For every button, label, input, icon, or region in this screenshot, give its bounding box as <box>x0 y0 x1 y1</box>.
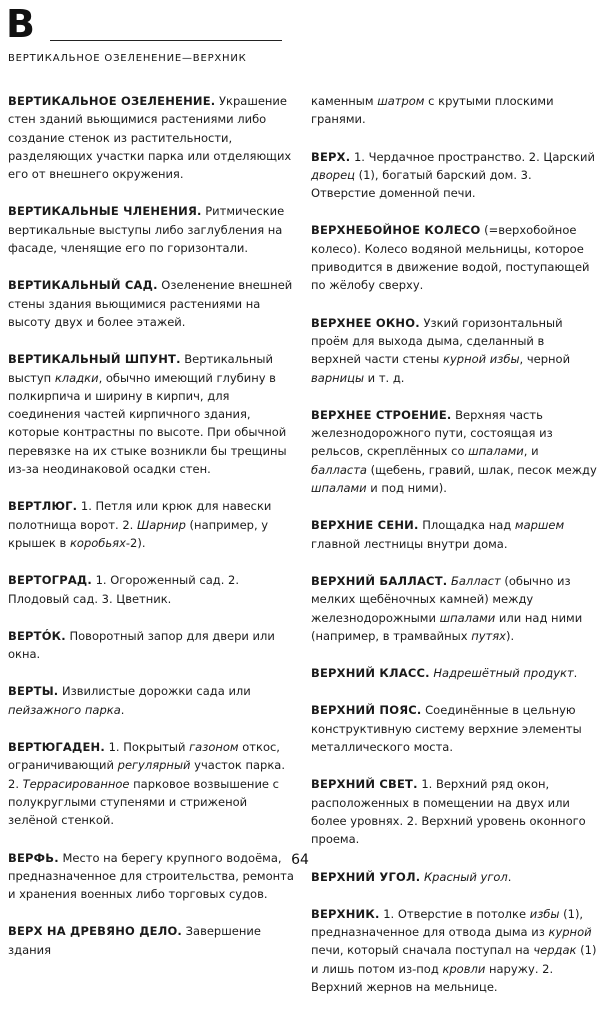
entry-definition-text: парковое возвышение с полукруглыми ступенями и стриженой зелёной стенкой. <box>8 776 279 828</box>
dictionary-entry <box>311 572 597 645</box>
entry-definition-text: каменным <box>311 94 378 108</box>
entry-definition-text: (1) и лишь потом из-под <box>311 943 597 976</box>
dictionary-entry <box>8 92 298 183</box>
page-number: 64 <box>291 852 309 868</box>
entry-definition-text: (1), предназначенное для отвода дыма из <box>311 906 584 940</box>
entry-definition-text: Ритмические вертикальные выступы либо заглубления на фасаде, членящие его по горизонтали. <box>8 204 285 256</box>
entry-term: ВЕРТИКАЛЬНЫЙ ШПУНТ. <box>8 352 181 367</box>
dictionary-entry <box>311 664 597 682</box>
dictionary-entry <box>311 148 597 203</box>
entry-definition-text: 1. Верхний ряд окон, расположенных в помещении на двух или более уровнях. 2. Верхний уровень оконного проема. <box>311 777 586 847</box>
entry-term: ВЕРХНЕЕ ОКНО. <box>311 315 420 330</box>
entry-term: ВЕРХ НА ДРЕВЯНО ДЕЛО. <box>8 924 182 939</box>
entry-definition-text: . <box>120 702 125 717</box>
running-head: ВЕРТИКАЛЬНОЕ ОЗЕЛЕНЕНИЕ—ВЕРХНИК <box>8 53 247 64</box>
dictionary-entry <box>311 775 597 848</box>
dictionary-entry <box>8 571 298 608</box>
entry-term: ВЕРХНИЕ СЕНИ. <box>311 518 419 533</box>
header-rule <box>50 40 282 41</box>
entry-cross-reference: шпалами <box>311 481 367 496</box>
dictionary-entry <box>8 682 298 719</box>
entry-term: ВЕРХНЕЕ СТРОЕНИЕ. <box>311 407 452 422</box>
entry-cross-reference: шпалами <box>439 610 496 625</box>
dictionary-entry <box>8 627 298 664</box>
entry-term: ВЕРТЫ. <box>8 684 59 699</box>
entry-term: ВЕРТЮГАДЕН. <box>8 740 105 755</box>
dictionary-entry <box>311 516 597 553</box>
entry-definition-text: или над ними (например, в трамвайных <box>311 610 583 643</box>
entry-term: ВЕРТИКАЛЬНЫЙ САД. <box>8 278 158 293</box>
entry-definition-text: откос, ограничивающий <box>8 740 280 773</box>
entry-definition-text: Место на берегу крупного водоёма, предназначенное для строительства, ремонта и хранения военных либо торговых судов. <box>8 850 294 902</box>
entry-cross-reference: чердак <box>533 943 577 958</box>
entry-definition-text: . <box>507 869 512 884</box>
entry-definition-text: Завершение здания <box>8 924 261 957</box>
entry-definition-text: Соединённые в цельную конструктивную систему верхние элементы металлического моста. <box>311 703 582 755</box>
entry-cross-reference: маршем <box>514 518 565 533</box>
entry-term: ВЕРХНИЙ ПОЯС. <box>311 703 422 718</box>
entry-definition-text: Вертикальный выступ <box>8 352 273 385</box>
entry-term: ВЕРТОГРАД. <box>8 573 92 588</box>
entry-term: ВЕРТИКАЛЬНОЕ ОЗЕЛЕНЕНИЕ. <box>8 94 216 108</box>
entry-cross-reference: Надрешётный продукт <box>433 666 574 681</box>
dictionary-entry <box>311 868 597 886</box>
entry-cross-reference: балласта <box>311 462 367 477</box>
entry-cross-reference: курной избы <box>443 352 520 367</box>
entry-definition-text: 1. Огороженный сад. 2. Плодовый сад. 3. Цветник. <box>8 573 239 606</box>
entry-definition-text: с крутыми плоскими гранями. <box>311 94 554 127</box>
section-letter: В <box>6 2 35 46</box>
left-column <box>8 92 298 978</box>
entry-cross-reference: газоном <box>189 740 239 755</box>
entry-cross-reference: шатром <box>377 94 425 108</box>
entry-definition-text: Узкий горизонтальный проём для выхода дыма, сделанный в верхней части стены <box>311 315 563 367</box>
entry-definition-text: 1. Чердачное пространство. 2. Царский <box>350 149 595 164</box>
dictionary-entry <box>311 314 597 387</box>
entry-cross-reference: регулярный <box>117 758 191 773</box>
entry-term: ВЕРХНИЙ СВЕТ. <box>311 777 418 792</box>
entry-cross-reference: Шарнир <box>136 517 186 532</box>
entry-cross-reference: кровли <box>442 961 486 976</box>
entry-definition-text: Поворотный запор для двери или окна. <box>8 628 275 662</box>
dictionary-entry <box>311 701 597 756</box>
entry-cross-reference: шпалами <box>468 444 524 459</box>
entry-definition-text: Площадка над <box>418 518 515 533</box>
entry-cross-reference: Красный угол <box>423 869 508 884</box>
entry-definition-text: 1. Отверстие в потолке <box>379 906 530 921</box>
entry-definition-text: наружу. 2. Верхний жернов на мельнице. <box>311 961 554 994</box>
entry-definition-text: и под ними). <box>366 481 447 496</box>
entry-definition-text: главной лестницы внутри дома. <box>311 536 508 551</box>
dictionary-entry <box>311 221 597 294</box>
entry-definition-text: (1), богатый барский дом. 3. Отверстие доменной печи. <box>311 167 532 201</box>
dictionary-entry <box>311 905 597 996</box>
entry-term: ВЕРХНИЙ УГОЛ. <box>311 869 421 884</box>
entry-term: ВЕРТÓК. <box>8 628 66 643</box>
entry-cross-reference: варницы <box>311 370 365 385</box>
entry-definition-text: 1. Петля или крюк для навески полотнища ворот. 2. <box>8 499 272 532</box>
dictionary-entry <box>8 738 298 829</box>
entry-definition-text: 1. Покрытый <box>104 740 190 755</box>
dictionary-entry <box>8 922 298 959</box>
entry-term: ВЕРХНИЙ КЛАСС. <box>311 666 430 681</box>
entry-term: ВЕРТЛЮГ. <box>8 499 78 514</box>
entry-term: ВЕРХ. <box>311 149 351 164</box>
entry-definition-text: , черной <box>519 352 571 367</box>
entry-definition-text: (=верхобойное колесо). Колесо водяной мельницы, которое приводится в движение водой, поступающей по жёлобу сверху. <box>311 223 590 293</box>
entry-cross-reference: Балласт <box>450 573 501 588</box>
dictionary-entry <box>8 202 298 257</box>
entry-cross-reference: избы <box>529 906 560 921</box>
entry-definition-text: , обычно имеющий глубину в полкирпича и ширину в кирпич, для соединения частей кирпичного здания, которые контрастны по высоте. При обычной перевязке на их стыке возникли бы трещины из-за неодинаковой осадки стен. <box>8 370 287 477</box>
entry-cross-reference: дворец <box>311 167 355 182</box>
dictionary-entry <box>8 497 298 552</box>
entry-definition-text: (щебень, гравий, шлак, песок между <box>366 462 597 477</box>
entry-definition-text: . <box>573 666 578 681</box>
dictionary-entry <box>8 276 298 331</box>
entry-term: ВЕРТИКАЛЬНЫЕ ЧЛЕНЕНИЯ. <box>8 204 202 219</box>
entry-cross-reference: курной <box>548 925 592 940</box>
entry-definition-text: , и <box>523 444 539 459</box>
entry-definition-text: ). <box>505 628 515 643</box>
entry-definition-text: участок парка. 2. <box>8 758 285 791</box>
dictionary-entry <box>311 406 597 497</box>
entry-definition-text: Верхняя часть железнодорожного пути, состоящая из рельсов, скреплённых со <box>311 407 553 459</box>
dictionary-entry <box>311 92 597 129</box>
entry-definition-text: и т. д. <box>364 370 405 385</box>
dictionary-entry <box>8 350 298 478</box>
entry-term: ВЕРХНИЙ БАЛЛАСТ. <box>311 573 448 588</box>
entry-definition-text: печи, который сначала поступал на <box>311 943 534 958</box>
entry-definition-text: Украшение стен зданий вьющимися растениями либо создание стенок из растительности, разделяющих участки парка или отделяющих его от внешнего окружения. <box>8 94 292 182</box>
entry-cross-reference: Террасированное <box>22 776 130 791</box>
entry-term: ВЕРФЬ. <box>8 850 59 865</box>
entry-definition-text: (обычно из мелких щебёночных камней) между железнодорожными <box>311 573 571 625</box>
entry-definition-text: -2). <box>125 535 146 550</box>
entry-cross-reference: кладки <box>54 370 99 385</box>
entry-term: ВЕРХНИК. <box>311 906 380 921</box>
entry-term: ВЕРХНЕБОЙНОЕ КОЛЕСО <box>311 223 481 238</box>
entry-definition-text: Извилистые дорожки сада или <box>58 684 251 699</box>
entry-cross-reference: путях <box>471 628 506 643</box>
entry-cross-reference: коробьях <box>69 535 126 550</box>
right-column <box>311 92 597 1015</box>
entry-cross-reference: пейзажного парка <box>8 702 121 717</box>
entry-definition-text: (например, у крышек в <box>8 517 269 550</box>
entry-definition-text: Озеленение внешней стены здания вьющимися растениями на высоту двух и более этажей. <box>8 278 293 329</box>
